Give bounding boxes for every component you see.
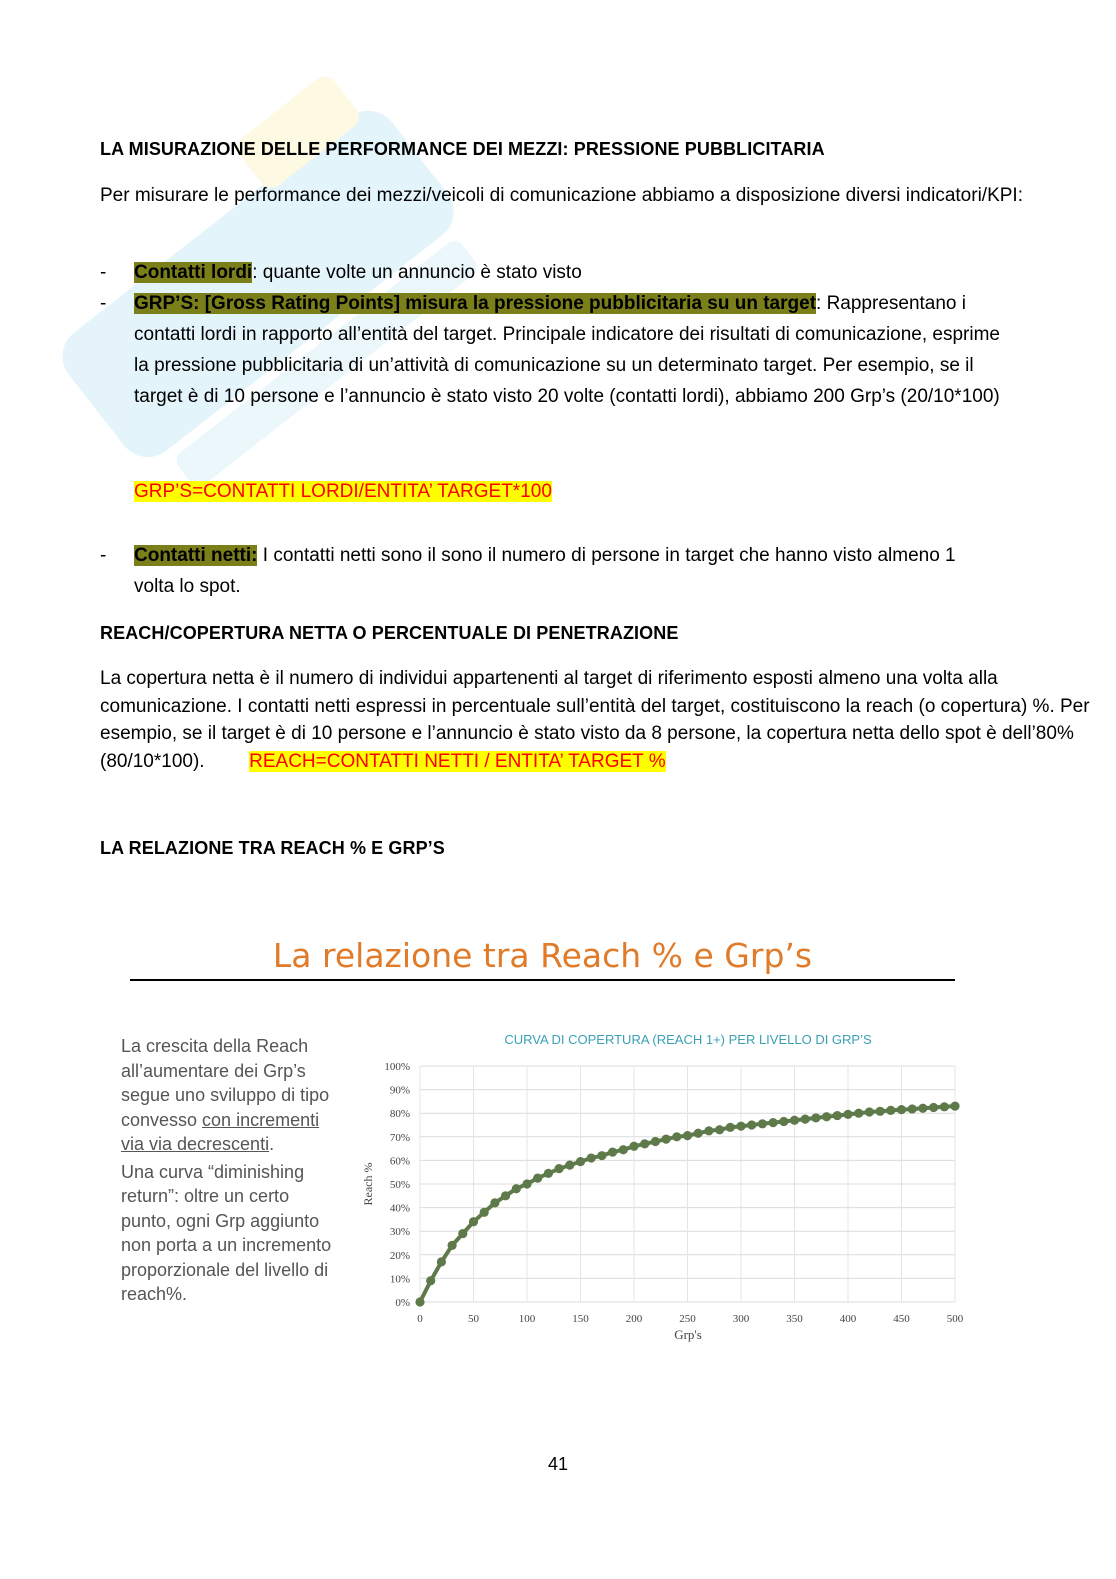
data-point (833, 1111, 842, 1120)
data-point (790, 1116, 799, 1125)
data-point (512, 1184, 521, 1193)
data-point (587, 1153, 596, 1162)
data-point (876, 1107, 885, 1116)
side-text-underlined: con incrementi via via decrescenti (121, 1109, 320, 1154)
term-contatti-netti: Contatti netti: (134, 545, 258, 566)
section-heading-reach: REACH/COPERTURA NETTA O PERCENTUALE DI PENETRAZIONE (100, 623, 679, 643)
data-point (448, 1241, 457, 1250)
data-point (918, 1104, 927, 1113)
y-tick-label: 30% (389, 1226, 410, 1239)
formula-grps (134, 480, 552, 504)
data-point (758, 1119, 767, 1128)
data-point (736, 1122, 745, 1131)
data-point (908, 1104, 917, 1113)
data-point (779, 1117, 788, 1126)
y-tick-label: 60% (389, 1155, 410, 1168)
section-heading-pressione: LA MISURAZIONE DELLE PERFORMANCE DEI MEZZI: PRESSIONE PUBBLICITARIA (100, 139, 825, 159)
x-tick-label: 400 (839, 1313, 857, 1325)
bullet-dash: - (100, 293, 107, 314)
x-tick-label: 50 (468, 1313, 479, 1325)
x-tick-label: 350 (786, 1313, 803, 1325)
reach-curve-chart (350, 1020, 980, 1350)
y-tick-label: 40% (389, 1202, 410, 1215)
y-tick-label: 100% (384, 1061, 410, 1073)
side-text-b: . (269, 1134, 275, 1154)
bullet-dash: - (100, 262, 107, 283)
slide-side-text (121, 1034, 336, 1307)
data-point (704, 1126, 713, 1135)
y-tick-label: 10% (389, 1273, 410, 1286)
data-point (576, 1157, 585, 1166)
data-point (672, 1132, 681, 1141)
data-point (843, 1110, 852, 1119)
bullet-grps (134, 288, 1004, 412)
chart-x-axis-label: Grp's (674, 1327, 702, 1342)
bullet-dash: - (100, 545, 107, 566)
data-point (801, 1115, 810, 1124)
x-tick-label: 150 (572, 1313, 589, 1325)
data-point (769, 1118, 778, 1127)
x-tick-label: 0 (417, 1313, 423, 1325)
data-point (897, 1105, 906, 1114)
data-point (544, 1169, 553, 1178)
y-tick-label: 0% (395, 1297, 410, 1309)
reach-paragraph (100, 665, 1100, 775)
data-point (619, 1145, 628, 1154)
bullet-contatti-lordi (134, 257, 1034, 288)
intro-paragraph: Per misurare le performance dei mezzi/veicoli di comunicazione abbiamo a disposizione diversi indicatori/KPI: (100, 185, 1023, 206)
data-point (865, 1107, 874, 1116)
data-point (565, 1161, 574, 1170)
side-paragraph-2: Una curva “diminishing return”: oltre un certo punto, ogni Grp aggiunto non porta a un incremento proporzionale del livello di reach%. (121, 1161, 332, 1304)
data-point (747, 1120, 756, 1129)
data-point (950, 1102, 959, 1111)
term-contatti-lordi: Contatti lordi (134, 262, 253, 283)
data-point (533, 1174, 542, 1183)
bullet-text: : Rappresentano i contatti lordi in rapporto all’entità del target. Principale indicatore dei risultati di comunicazione, esprime la pressione pubblicitaria di un’attività di comunicazione su un determinato target. Per esempio, se il target è di 10 persone e l’annuncio è stato visto 20 volte (contatti lordi), abbiamo 200 Grp’s (20/10*100) (134, 293, 1001, 407)
data-point (640, 1139, 649, 1148)
y-tick-label: 70% (389, 1131, 410, 1144)
data-point (469, 1217, 478, 1226)
term-grps: GRP’S: [Gross Rating Points] misura la pressione pubblicitaria su un target (134, 293, 817, 314)
data-point (683, 1131, 692, 1140)
formula-reach: REACH=CONTATTI NETTI / ENTITA’ TARGET % (249, 750, 666, 772)
data-point (651, 1137, 660, 1146)
chart-y-axis-label: Reach % (361, 1162, 375, 1206)
data-point (726, 1123, 735, 1132)
side-text-a: La crescita della Reach all’aumentare dei Grp’s segue uno sviluppo di tipo convesso (121, 1036, 330, 1130)
chart-y-ticks (384, 1061, 410, 1309)
data-point (662, 1135, 671, 1144)
data-point (608, 1148, 617, 1157)
x-tick-label: 450 (893, 1313, 910, 1325)
data-point (629, 1142, 638, 1151)
formula-grps-text: GRP’S=CONTATTI LORDI/ENTITA’ TARGET*100 (134, 481, 552, 502)
side-paragraph-1 (121, 1034, 336, 1157)
y-tick-label: 90% (389, 1084, 410, 1097)
data-point (886, 1106, 895, 1115)
data-point (555, 1164, 564, 1173)
x-tick-label: 100 (518, 1313, 536, 1325)
chart-grid (420, 1066, 955, 1302)
data-point (490, 1198, 499, 1207)
chart-x-ticks (417, 1313, 964, 1325)
data-point (940, 1102, 949, 1111)
data-point (811, 1113, 820, 1122)
x-tick-label: 300 (732, 1313, 750, 1325)
slide-title-rule (130, 979, 955, 981)
x-tick-label: 500 (946, 1313, 964, 1325)
data-point (501, 1191, 510, 1200)
bullet-text: : quante volte un annuncio è stato visto (252, 262, 582, 283)
data-point (715, 1125, 724, 1134)
data-point (426, 1276, 435, 1285)
y-tick-label: 50% (389, 1179, 410, 1191)
chart-title: CURVA DI COPERTURA (REACH 1+) PER LIVELLO DI GRP’S (504, 1032, 872, 1047)
bullet-contatti-netti (134, 540, 964, 602)
data-point (822, 1112, 831, 1121)
reach-text: La copertura netta è il numero di individui appartenenti al target di riferimento esposti almeno una volta alla comunicazione. I contatti netti espressi in percentuale sull’entità del target, costituiscono la reach (o copertura) %. Per esempio, se il target è di 10 persone e l’annuncio è stato visto da 8 persone, la copertura netta dello spot è dell’80% (80/10*100). (100, 668, 1090, 772)
bullet-text: I contatti netti sono il sono il numero di persone in target che hanno visto almeno 1 volta lo spot. (134, 545, 956, 597)
data-point (522, 1179, 531, 1188)
y-tick-label: 20% (389, 1249, 410, 1262)
page-number: 41 (547, 1454, 569, 1474)
y-tick-label: 80% (389, 1108, 410, 1121)
data-point (437, 1257, 446, 1266)
data-point (458, 1229, 467, 1238)
x-tick-label: 250 (679, 1313, 696, 1325)
data-point (415, 1297, 424, 1306)
data-point (854, 1109, 863, 1118)
slide-title: La relazione tra Reach % e Grp’s (272, 936, 813, 975)
x-tick-label: 200 (625, 1313, 643, 1325)
section-heading-relazione: LA RELAZIONE TRA REACH % E GRP’S (100, 838, 445, 858)
data-point (929, 1103, 938, 1112)
data-point (597, 1151, 606, 1160)
data-point (694, 1129, 703, 1138)
data-point (480, 1208, 489, 1217)
